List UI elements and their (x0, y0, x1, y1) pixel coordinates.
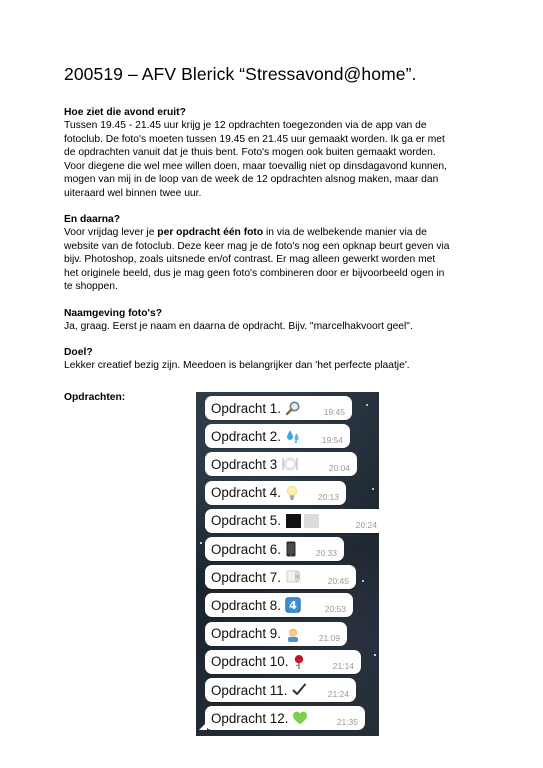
message-timestamp: 21:35 (336, 717, 358, 728)
chat-message-bubble[interactable] (205, 593, 353, 617)
chat-message-bubble[interactable] (205, 537, 344, 561)
paragraph-line: Voor diegene die wel mee willen doen, maar toevallig niet op dinsdagavond kunnen, (64, 160, 447, 172)
opdrachten-label: Opdrachten: (64, 392, 126, 403)
paragraph-line: te shoppen. (64, 281, 118, 292)
mobile-phone-icon (285, 541, 297, 557)
message-timestamp: 20:24 (355, 519, 377, 530)
plate-cutlery-icon (281, 456, 299, 472)
star-dot (366, 404, 368, 406)
message-text: Opdracht 10. (211, 654, 289, 670)
star-dot (372, 488, 374, 490)
chat-message-bubble[interactable] (205, 396, 352, 420)
paragraph-line: fotoclub. De foto's moeten tussen 19.45 en 21.45 uur gemaakt worden. Ik ga er met (64, 133, 445, 145)
paragraph-line: mogen van mij in de loop van de week de 12 opdrachten alsnog maken, maar dan (64, 174, 439, 185)
section-heading: En daarna? (64, 214, 121, 225)
message-timestamp: 21:14 (332, 660, 354, 671)
section-naamgeving (64, 307, 484, 334)
rose-icon (292, 654, 306, 670)
chat-message-bubble[interactable] (205, 509, 379, 533)
message-timestamp: 21:24 (327, 689, 349, 699)
message-timestamp: 20:53 (324, 604, 346, 615)
message-timestamp: 19:45 (323, 407, 345, 417)
paragraph-line: de opdrachten vanuit dat je thuis bent. Foto's mogen ook buiten gemaakt worden. (64, 147, 436, 158)
star-dot (374, 654, 376, 656)
water-drops-icon (285, 428, 301, 444)
message-text: Opdracht 8. (211, 597, 281, 613)
chat-message-bubble[interactable] (205, 706, 365, 730)
man-face-icon (285, 626, 301, 642)
magnifier-icon (285, 400, 301, 416)
message-timestamp: 20:13 (317, 491, 339, 502)
message-text: Opdracht 2. (211, 428, 281, 444)
paragraph-line: website van de fotoclub. Deze keer mag je de foto's nog een opknap beurt geven via (64, 240, 450, 252)
text-run: Voor vrijdag lever je (64, 227, 158, 238)
star-dot (200, 542, 202, 544)
message-text: Opdracht 11. (211, 682, 288, 698)
keycap-four-icon (285, 597, 301, 613)
section-doel (64, 346, 484, 373)
check-mark-icon (291, 682, 307, 698)
message-timestamp: 20:33 (315, 548, 337, 558)
message-text: Opdracht 3 (211, 456, 278, 472)
chat-screenshot (196, 392, 379, 736)
toilet-paper-icon (285, 569, 301, 585)
black-white-squares-icon (285, 513, 321, 529)
section-avond (64, 106, 484, 200)
chat-message-bubble[interactable] (205, 650, 361, 674)
chat-message-bubble[interactable] (205, 424, 350, 448)
chat-message-bubble[interactable] (205, 452, 357, 476)
message-text: Opdracht 4. (211, 485, 281, 501)
message-timestamp: 21:09 (318, 632, 340, 643)
message-text: Opdracht 7. (211, 569, 281, 585)
chat-message-bubble[interactable] (205, 622, 347, 646)
message-timestamp: 19:54 (321, 435, 343, 446)
paragraph-line: bijv. Photoshop, zoals uitsnede en/of contrast. Er mag alleen gewerkt worden met (64, 254, 436, 265)
message-text: Opdracht 6. (211, 541, 281, 557)
chat-message-bubble[interactable] (205, 678, 356, 702)
text-run: in via de welbekende manier via de (263, 227, 427, 238)
light-bulb-icon (285, 485, 299, 501)
star-dot (362, 580, 364, 582)
message-text: Opdracht 12. (211, 710, 289, 726)
green-heart-icon (292, 710, 308, 726)
paragraph-line: Ja, graag. Eerst je naam en daarna de opdracht. Bijv. "marcelhakvoort geel". (64, 320, 413, 332)
message-timestamp: 20:04 (328, 463, 350, 474)
section-heading: Naamgeving foto's? (64, 307, 162, 319)
bold-text-run: per opdracht één foto (157, 227, 264, 238)
message-text: Opdracht 1. (211, 400, 281, 416)
document-body (64, 106, 484, 386)
message-text: Opdracht 9. (211, 626, 281, 642)
message-text: Opdracht 5. (211, 513, 281, 529)
paragraph-line (64, 226, 484, 240)
paragraph-line: het originele beeld, dus je mag geen foto's combineren door er bijvoorbeeld ogen in (64, 267, 445, 279)
paragraph-line: uiteraard wel binnen twee uur. (64, 187, 202, 199)
section-daarna (64, 213, 484, 294)
message-timestamp: 20:45 (327, 576, 349, 587)
paragraph-line: Tussen 19.45 - 21.45 uur krijg je 12 opdrachten toegezonden via de app van de (64, 120, 427, 131)
page-title: 200519 – AFV Blerick “Stressavond@home”. (64, 64, 417, 84)
chat-message-bubble[interactable] (205, 481, 346, 505)
paragraph-line: Lekker creatief bezig zijn. Meedoen is belangrijker dan 'het perfecte plaatje'. (64, 360, 410, 371)
section-heading: Hoe ziet die avond eruit? (64, 107, 186, 118)
svg-text:4: 4 (289, 599, 297, 613)
section-heading: Doel? (64, 347, 93, 358)
chat-message-bubble[interactable] (205, 565, 356, 589)
